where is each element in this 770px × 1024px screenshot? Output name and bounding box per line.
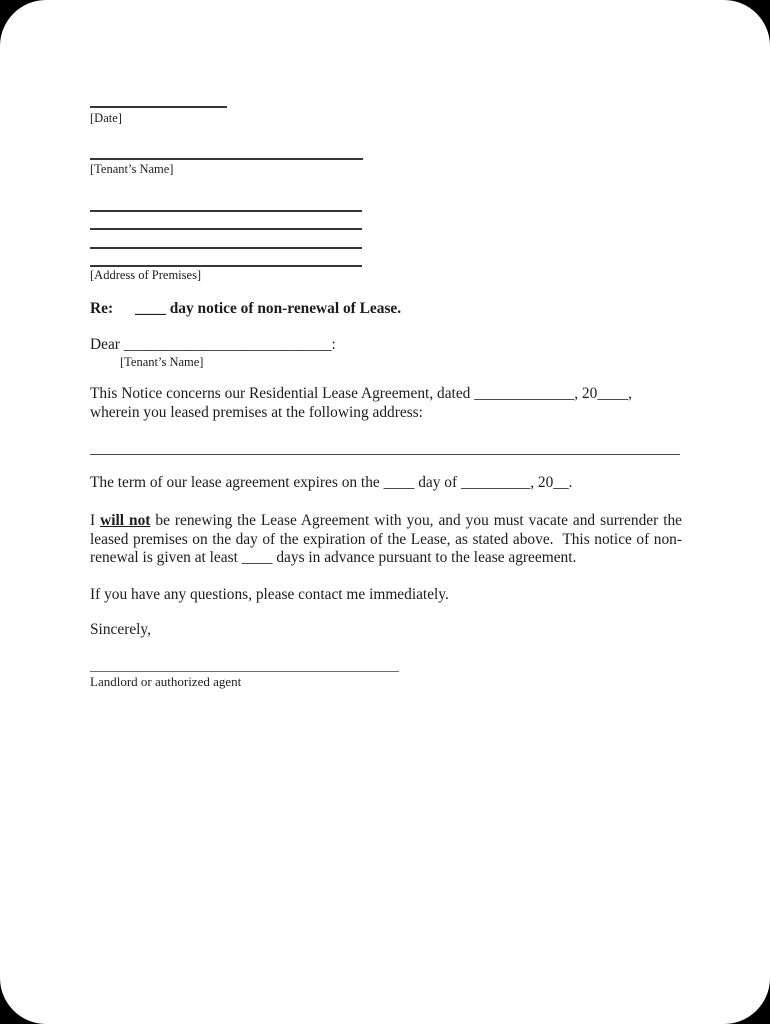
term-line: The term of our lease agreement expires on the ____ day of _________, 20__. (90, 474, 573, 491)
address-blank-line (90, 210, 362, 212)
closing-sincerely: Sincerely, (90, 621, 151, 638)
salutation-colon: : (331, 336, 336, 353)
nonrenewal-line-1-prefix: I (90, 512, 101, 529)
salutation-sub-label: [Tenant’s Name] (120, 355, 204, 369)
notice-line-2: wherein you leased premises at the following address: (90, 403, 423, 421)
address-blank-line (90, 247, 362, 249)
questions-line: If you have any questions, please contact me immediately. (90, 586, 449, 603)
subject-prefix: Re: (90, 300, 114, 317)
will-not-emphasis: will not (100, 512, 151, 529)
notice-line-1: This Notice concerns our Residential Lease Agreement, dated _____________, 20____, (90, 385, 632, 402)
subject-text: day notice of non-renewal of Lease. (165, 300, 402, 317)
date-label: [Date] (90, 111, 122, 125)
address-blank-line (90, 228, 362, 230)
address-label: [Address of Premises] (90, 268, 202, 282)
tenant-name-label: [Tenant’s Name] (90, 162, 174, 176)
nonrenewal-line-3: renewal is given at least ____ days in advance pursuant to the lease agreement. (90, 549, 577, 566)
nonrenewal-line-1 (90, 512, 682, 531)
subject-blank: ____ (135, 300, 166, 317)
tenant-blank-line (90, 158, 363, 160)
signature-line (90, 671, 399, 672)
nonrenewal-line-2: leased premises on the day of the expiration of the Lease, as stated above. This notice of non- (90, 530, 682, 548)
date-blank-line (90, 106, 227, 108)
subject-line (90, 300, 401, 319)
nonrenewal-line-1-rest: be renewing the Lease Agreement with you, and you must vacate and surrender the (150, 512, 682, 529)
address-blank-line (90, 265, 362, 267)
salutation-prefix: Dear (90, 336, 124, 353)
signature-label: Landlord or authorized agent (90, 674, 242, 689)
premises-divider-line (90, 454, 680, 455)
notice-paragraph (90, 385, 690, 422)
salutation-blank: ___________________________ (123, 336, 332, 353)
salutation-line (90, 336, 336, 355)
nonrenewal-paragraph (90, 512, 682, 568)
